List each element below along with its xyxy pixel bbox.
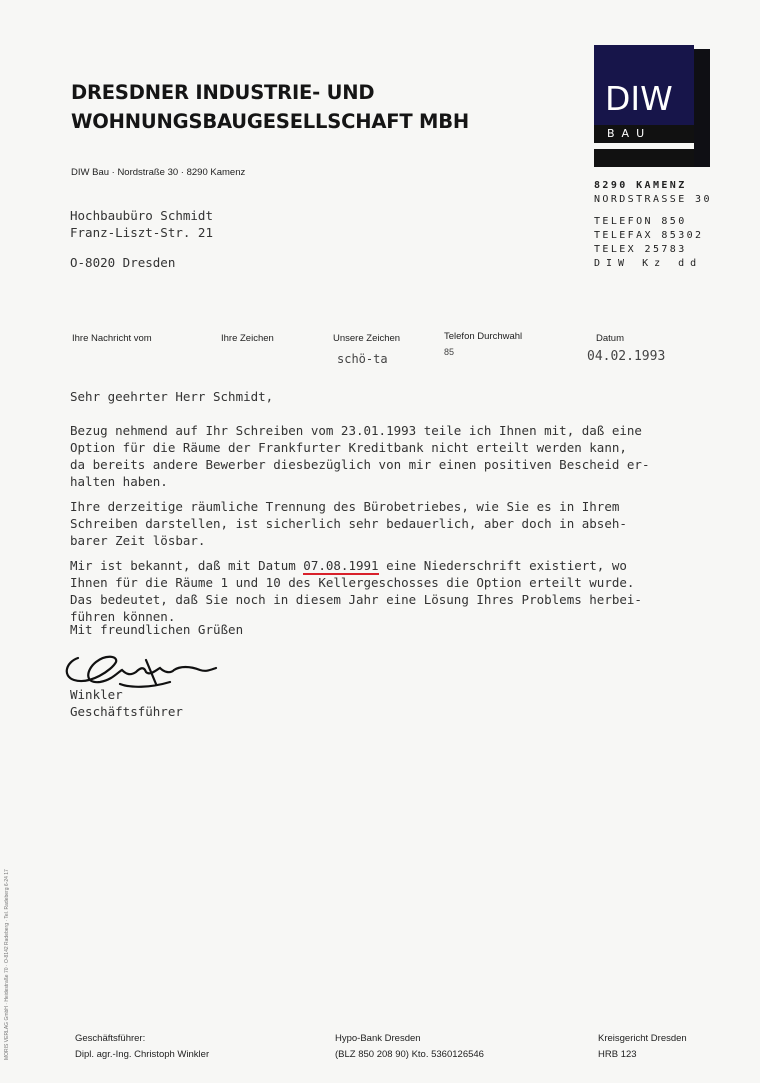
diw-bau-logo bbox=[594, 45, 710, 167]
contact-city: 8290 KAMENZ bbox=[594, 180, 687, 191]
footer-register-number: HRB 123 bbox=[598, 1049, 637, 1060]
contact-fax: TELEFAX 85302 bbox=[594, 230, 704, 241]
footer-register-court: Kreisgericht Dresden bbox=[598, 1033, 687, 1044]
recipient-street: Franz-Liszt-Str. 21 bbox=[70, 225, 213, 240]
contact-phone: TELEFON 850 bbox=[594, 216, 687, 227]
contact-code: DIW Kz dd bbox=[594, 258, 703, 269]
closing: Mit freundlichen Grüßen bbox=[70, 622, 244, 637]
paragraph-1-line-4: halten haben. bbox=[70, 474, 168, 489]
footer-bank bbox=[335, 1031, 484, 1063]
signer-title: Geschäftsführer bbox=[70, 704, 183, 719]
footer-register bbox=[598, 1031, 687, 1063]
company-name-line2: WOHNUNGSBAUGESELLSCHAFT MBH bbox=[71, 110, 470, 133]
paragraph-3-line-2: Ihnen für die Räume 1 und 10 des Kellergeschosses die Option erteilt wurde. bbox=[70, 575, 635, 590]
company-name-line1: DRESDNER INDUSTRIE- UND bbox=[71, 81, 375, 104]
paragraph-2-line-3: barer Zeit lösbar. bbox=[70, 533, 206, 548]
paragraph-3-line-1-end: eine Niederschrift existiert, wo bbox=[378, 558, 627, 573]
paragraph-1-line-3: da bereits andere Bewerber diesbezüglich von mir einen positiven Bescheid er- bbox=[70, 457, 650, 472]
footer-bank-name: Hypo-Bank Dresden bbox=[335, 1033, 421, 1044]
recipient-name: Hochbaubüro Schmidt bbox=[70, 208, 213, 223]
logo-side-bar bbox=[694, 49, 710, 167]
logo-band-text: BAU bbox=[607, 127, 652, 140]
your-reference-label: Ihre Zeichen bbox=[221, 333, 274, 344]
paragraph-3-line-1-start: Mir ist bekannt, daß mit Datum bbox=[70, 558, 304, 573]
paragraph-3 bbox=[70, 557, 680, 625]
paragraph-2-line-2: Schreiben darstellen, ist sicherlich sehr bedauerlich, aber doch in abseh- bbox=[70, 516, 627, 531]
paragraph-1-line-2: Option für die Räume der Frankfurter Kreditbank nicht erteilt werden kann, bbox=[70, 440, 627, 455]
contact-telex: TELEX 25783 bbox=[594, 244, 687, 255]
contact-block bbox=[594, 179, 712, 271]
sender-address-line: DIW Bau · Nordstraße 30 · 8290 Kamenz bbox=[71, 167, 246, 178]
paragraph-3-line-4: führen können. bbox=[70, 609, 176, 624]
paragraph-2-line-1: Ihre derzeitige räumliche Trennung des Bürobetriebes, wie Sie es in Ihrem bbox=[70, 499, 620, 514]
paragraph-2 bbox=[70, 498, 680, 549]
footer-management bbox=[75, 1031, 209, 1063]
underlined-date: 07.08.1991 bbox=[303, 558, 379, 573]
our-reference-value: schö-ta bbox=[337, 352, 388, 366]
phone-extension-label: Telefon Durchwahl bbox=[444, 331, 523, 342]
paragraph-3-line-3: Das bedeutet, daß Sie noch in diesem Jahr eine Lösung Ihres Problems herbei- bbox=[70, 592, 642, 607]
printer-imprint: MORIS VERLAG GmbH · Heidestraße 70 · O-8142 Radeberg · Tel. Radeberg 6-24 17 bbox=[4, 869, 10, 1060]
company-name bbox=[71, 78, 469, 136]
date-value: 04.02.1993 bbox=[587, 349, 666, 364]
recipient-city: O-8020 Dresden bbox=[70, 255, 176, 270]
letter-body bbox=[70, 388, 680, 633]
paragraph-1-line-1: Bezug nehmend auf Ihr Schreiben vom 23.01.1993 teile ich Ihnen mit, daß eine bbox=[70, 423, 642, 438]
paragraph-1 bbox=[70, 422, 680, 490]
recipient-address bbox=[70, 207, 213, 271]
footer-management-name: Dipl. agr.-Ing. Christoph Winkler bbox=[75, 1049, 210, 1060]
logo-band bbox=[594, 125, 694, 143]
our-reference-label: Unsere Zeichen bbox=[333, 333, 401, 344]
logo-main-block bbox=[594, 45, 694, 125]
logo-foot-block bbox=[594, 149, 694, 167]
logo-text: DIW bbox=[605, 79, 673, 118]
contact-street: NORDSTRASSE 30 bbox=[594, 194, 712, 205]
salutation: Sehr geehrter Herr Schmidt, bbox=[70, 389, 274, 404]
signer-name: Winkler bbox=[70, 687, 123, 702]
signer-block bbox=[70, 686, 183, 720]
footer-management-label: Geschäftsführer: bbox=[75, 1033, 146, 1044]
footer-bank-account: (BLZ 850 208 90) Kto. 5360126546 bbox=[335, 1049, 484, 1060]
date-label: Datum bbox=[596, 333, 624, 344]
phone-extension-value: 85 bbox=[444, 347, 455, 357]
your-message-label: Ihre Nachricht vom bbox=[72, 333, 152, 344]
